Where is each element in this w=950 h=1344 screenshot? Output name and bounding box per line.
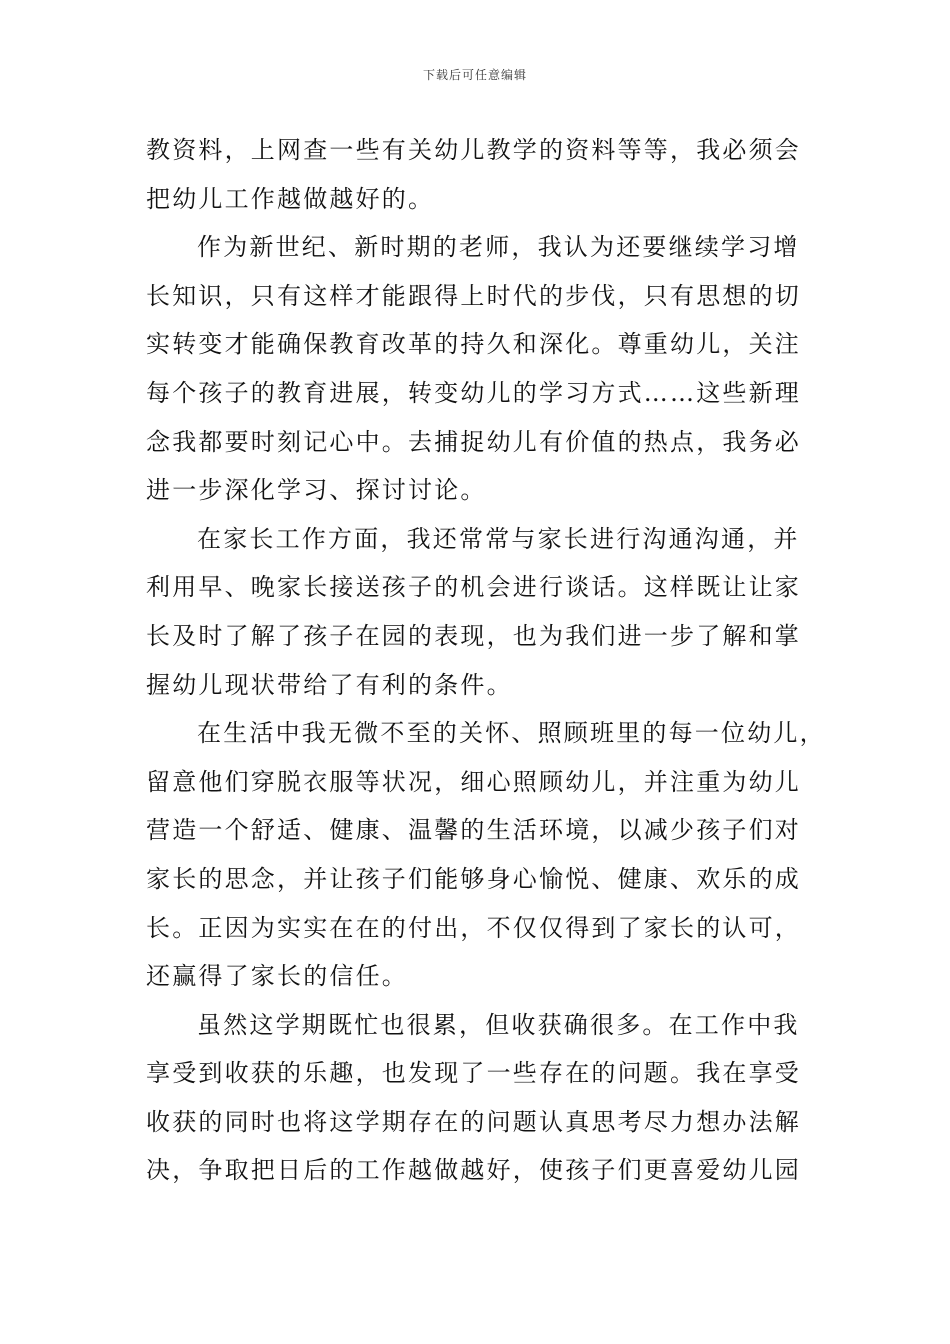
text-line: 营造一个舒适、健康、温馨的生活环境，以减少孩子们对 [146, 816, 801, 845]
page-header-note: 下载后可任意编辑 [422, 68, 527, 82]
text-line: 在生活中我无微不至的关怀、照顾班里的每一位幼儿， [197, 719, 826, 748]
text-line: 长及时了解了孩子在园的表现，也为我们进一步了解和掌 [146, 621, 801, 650]
text-line: 实转变才能确保教育改革的持久和深化。尊重幼儿，关注 [146, 330, 801, 359]
text-line: 教资料，上网查一些有关幼儿教学的资料等等，我必须会 [146, 136, 801, 164]
text-line: 在家长工作方面，我还常常与家长进行沟通沟通，并 [197, 524, 800, 553]
text-line: 留意他们穿脱衣服等状况，细心照顾幼儿，并注重为幼儿 [146, 767, 801, 796]
document-body [146, 126, 826, 1195]
text-line: 决，争取把日后的工作越做越好，使孩子们更喜爱幼儿园 [146, 1156, 801, 1185]
text-line: 虽然这学期既忙也很累，但收获确很多。在工作中我 [197, 1010, 800, 1039]
text-line: 收获的同时也将这学期存在的问题认真思考尽力想办法解 [146, 1107, 801, 1136]
text-line: 进一步深化学习、探讨讨论。 [146, 476, 487, 505]
text-line: 家长的思念，并让孩子们能够身心愉悦、健康、欢乐的成 [146, 864, 801, 893]
text-line: 长知识，只有这样才能跟得上时代的步伐，只有思想的切 [146, 281, 801, 310]
text-line: 握幼儿现状带给了有利的条件。 [146, 670, 513, 699]
text-line: 利用早、晚家长接送孩子的机会进行谈话。这样既让让家 [146, 573, 801, 602]
text-line: 念我都要时刻记心中。去捕捉幼儿有价值的热点，我务必 [146, 427, 801, 456]
text-line: 每个孩子的教育进展，转变幼儿的学习方式……这些新理 [146, 378, 801, 407]
text-line: 作为新世纪、新时期的老师，我认为还要继续学习增 [197, 233, 800, 262]
text-line: 享受到收获的乐趣，也发现了一些存在的问题。我在享受 [146, 1059, 801, 1088]
text-line: 还赢得了家长的信任。 [146, 962, 408, 991]
text-line: 把幼儿工作越做越好的。 [146, 184, 435, 213]
text-line: 长。正因为实实在在的付出，不仅仅得到了家长的认可， [146, 913, 801, 942]
